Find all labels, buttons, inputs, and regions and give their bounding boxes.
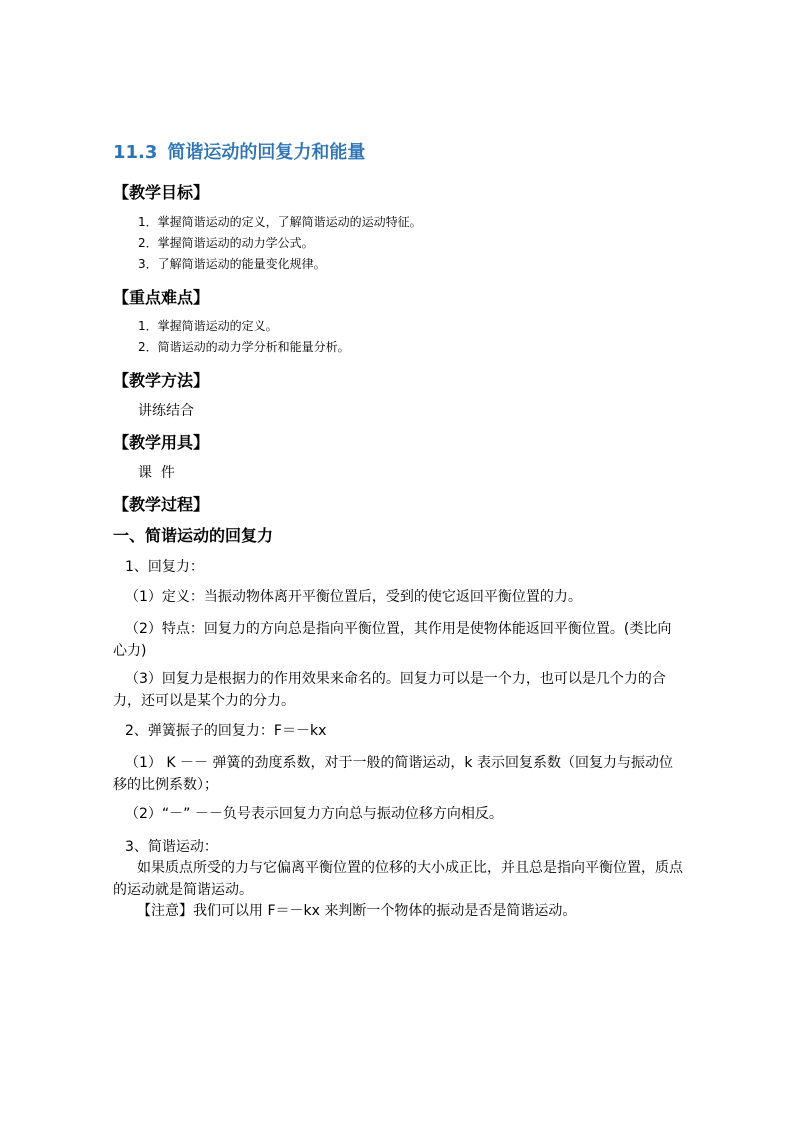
list-item: 1．掌握简谐运动的定义，了解简谐运动的运动特征。 [138, 215, 422, 229]
subheading-restoring-force: 1、回复力： [125, 559, 204, 575]
lesson-title [113, 138, 365, 164]
list-item: 2．简谐运动的动力学分析和能量分析。 [138, 340, 350, 354]
part1-heading: 一、简谐运动的回复力 [113, 526, 274, 545]
heading-methods: 【教学方法】 [113, 371, 210, 390]
heading-key-points: 【重点难点】 [113, 288, 210, 307]
list-item: 1．掌握简谐运动的定义。 [138, 319, 278, 333]
lesson-title-text: 简谐运动的回复力和能量 [167, 142, 366, 163]
tools-text: 课 件 [138, 465, 175, 481]
paragraph-shm-definition: 如果质点所受的力与它偏离平衡位置的位移的大小成正比，并且总是指向平衡位置，质点的运动就是简谐运动。 [113, 860, 683, 898]
paragraph-naming: （3）回复力是根据力的作用效果来命名的。回复力可以是一个力，也可以是几个力的合力，还可以是某个力的分力。 [113, 671, 666, 709]
heading-goals: 【教学目标】 [113, 183, 210, 202]
paragraph-characteristic: （2）特点：回复力的方向总是指向平衡位置，其作用是使物体能返回平衡位置。(类比向心力) [113, 621, 672, 659]
paragraph-k-coefficient: （1） K －－ 弹簧的劲度系数，对于一般的简谐运动，k 表示回复系数（回复力与振动位移的比例系数）； [113, 755, 673, 793]
heading-tools: 【教学用具】 [113, 433, 210, 452]
list-item: 3．了解简谐运动的能量变化规律。 [138, 257, 326, 271]
methods-text: 讲练结合 [138, 403, 194, 419]
paragraph-note: 【注意】我们可以用 F＝－kx 来判断一个物体的振动是否是简谐运动。 [137, 903, 577, 919]
paragraph-definition: （1）定义：当振动物体离开平衡位置后，受到的使它返回平衡位置的力。 [125, 589, 582, 605]
subheading-spring-oscillator: 2、弹簧振子的回复力：F＝－kx [125, 723, 327, 739]
subheading-simple-harmonic: 3、简谐运动： [125, 839, 218, 855]
lesson-number: 11.3 [113, 142, 158, 163]
key-points-list [138, 316, 350, 358]
heading-process: 【教学过程】 [113, 495, 210, 514]
goals-list [138, 212, 422, 275]
paragraph-negative-sign: （2）“－” －－负号表示回复力方向总与振动位移方向相反。 [125, 806, 503, 822]
list-item: 2．掌握简谐运动的动力学公式。 [138, 236, 314, 250]
